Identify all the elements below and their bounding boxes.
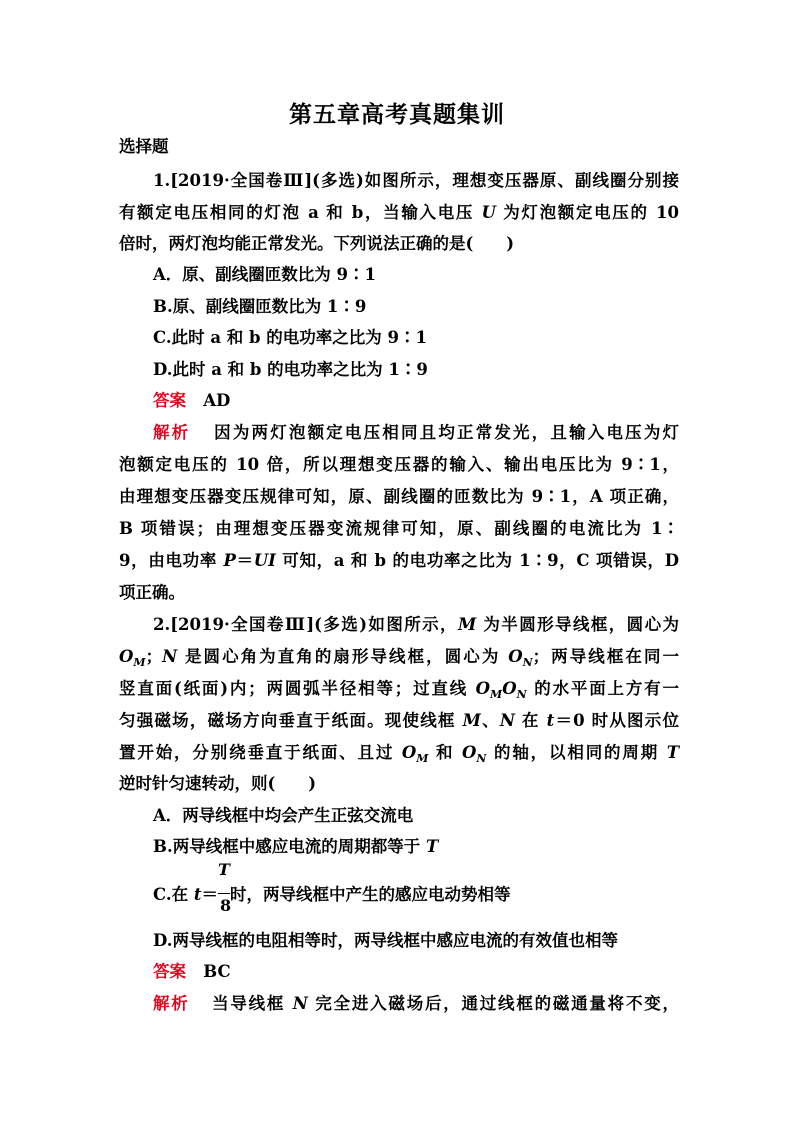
q1-analysis-line-4: B 项错误；由理想变压器变流规律可知，原、副线圈的电流比为 1∶ (119, 519, 679, 538)
q1-option-b: B.原、副线圈匝数比为 1∶9 (153, 297, 367, 316)
page-title: 第五章高考真题集训 (289, 101, 505, 128)
q1-option-a: A．原、副线圈匝数比为 9∶1 (153, 265, 377, 284)
q2-answer: 答案 BC (153, 962, 231, 981)
q2-analysis-line-1: 解析 当导线框 N 完全进入磁场后，通过线框的磁通量将不变， (153, 994, 680, 1013)
q1-stem-line-3: 倍时，两灯泡均能正常发光。下列说法正确的是( ) (119, 234, 515, 253)
q2-option-c: C.在 t＝ $\frac{T}{8}$ 时，两导线框中产生的感应电动势相等 (153, 860, 511, 915)
q1-option-d: D.此时 a 和 b 的电功率之比为 1∶9 (153, 360, 428, 379)
q1-stem-line-2: 有额定电压相同的灯泡 a 和 b，当输入电压 U 为灯泡额定电压的 10 (119, 203, 679, 222)
q2-stem-line-3: 竖直面(纸面)内；两圆弧半径相等；过直线 $O_MO_N$ 的水平面上方有一 (119, 679, 680, 701)
q2-stem-line-4: 匀强磁场，磁场方向垂直于纸面。现使线框 M、N 在 t＝0 时从图示位 (119, 711, 679, 730)
q1-analysis-line-5: 9，由电功率 P＝UI 可知，a 和 b 的电功率之比为 1∶9，C 项错误，D (119, 551, 679, 570)
q2-stem-line-5: 置开始，分别绕垂直于纸面、且过 $O_M$ 和 $O_N$ 的轴，以相同的周期 T (119, 743, 679, 765)
answer-label: 答案 (153, 962, 186, 981)
q2-stem-line-2: $O_M$；N 是圆心角为直角的扇形导线框，圆心为 $O_N$；两导线框在同一 (119, 647, 680, 669)
q2-stem-line-1: 2.[2019·全国卷Ⅲ](多选)如图所示，M 为半圆形导线框，圆心为 (153, 615, 679, 634)
section-heading: 选择题 (119, 137, 169, 156)
analysis-label: 解析 (153, 423, 191, 442)
analysis-label: 解析 (153, 994, 190, 1013)
q2-stem-line-6: 逆时针匀速转动，则( ) (119, 774, 317, 793)
q2-option-d: D.两导线框的电阻相等时，两导线框中感应电流的有效值也相等 (153, 931, 618, 950)
q1-stem-line-1: 1.[2019·全国卷Ⅲ](多选)如图所示，理想变压器原、副线圈分别接 (153, 171, 679, 190)
q2-option-b: B.两导线框中感应电流的周期都等于 T (153, 837, 439, 856)
q1-analysis-line-6: 项正确。 (119, 583, 185, 602)
q1-analysis-line-1: 解析 因为两灯泡额定电压相同且均正常发光，且输入电压为灯 (153, 423, 680, 442)
fraction-t-over-8: $\frac{T}{8}$ (217, 860, 232, 915)
q2-option-a: A．两导线框中均会产生正弦交流电 (153, 806, 414, 825)
q1-analysis-line-2: 泡额定电压的 10 倍，所以理想变压器的输入、输出电压比为 9∶1， (119, 455, 679, 474)
answer-label: 答案 (153, 391, 186, 410)
q1-analysis-line-3: 由理想变压器变压规律可知，原、副线圈的匝数比为 9∶1，A 项正确， (119, 487, 679, 506)
q1-option-c: C.此时 a 和 b 的电功率之比为 9∶1 (153, 328, 427, 347)
q1-answer: 答案 AD (153, 391, 231, 410)
